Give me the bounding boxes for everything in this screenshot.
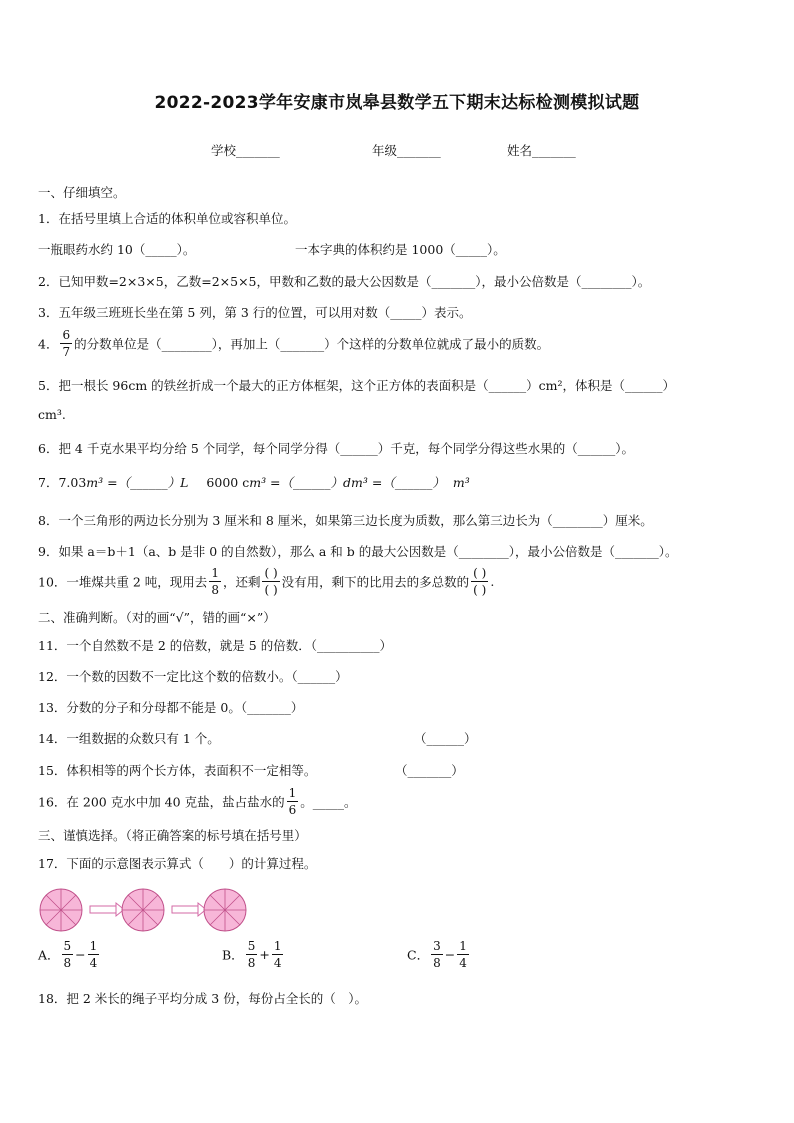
option-b-label: B． [222, 947, 244, 963]
section-3-heading: 三、谨慎选择。（将正确答案的标号填在括号里） [38, 828, 307, 843]
q10-text-d: . [490, 574, 495, 589]
question-16 [38, 787, 356, 816]
option-a-den-2: 4 [89, 956, 98, 970]
q16-denominator: 6 [288, 803, 297, 817]
option-a-num-2: 1 [89, 939, 98, 953]
q7-part-b: m³ =（______）L [86, 475, 189, 490]
grade-field: 年级_______ [372, 143, 441, 158]
q4-numerator: 6 [62, 328, 71, 342]
option-b [222, 940, 285, 969]
q10-f1-numerator: 1 [211, 566, 219, 580]
fraction-pie-diagram [38, 886, 278, 934]
section-2-heading: 二、准确判断。（对的画“√”，错的画“×”） [38, 610, 276, 625]
q7-part-c: 6000 c [206, 475, 250, 490]
q7-part-a: 7．7.03 [38, 475, 87, 490]
q10-text-b: ，还剩 [222, 574, 261, 590]
question-15: 15．体积相等的两个长方体，表面积不一定相等。 [38, 763, 317, 778]
arrow-1 [90, 903, 124, 916]
option-c-den-2: 4 [459, 956, 467, 970]
question-14: 14．一组数据的众数只有 1 个。 [38, 731, 220, 746]
question-18: 18．把 2 米长的绳子平均分成 3 份，每份占全长的（ ）。 [38, 991, 367, 1006]
question-5: 5．把一根长 96cm 的铁丝折成一个最大的正方体框架，这个正方体的表面积是（______）cm²，体积是（______） [38, 378, 676, 393]
option-b-fraction-1 [246, 940, 258, 969]
question-11: 11．一个自然数不是 2 的倍数，就是 5 的倍数．（__________） [38, 638, 392, 653]
option-c-operator: − [444, 947, 456, 962]
question-12: 12．一个数的因数不一定比这个数的倍数小。（______） [38, 669, 348, 684]
q10-text-c: 没有用，剩下的比用去的多总数的 [281, 574, 470, 590]
name-field: 姓名_______ [507, 143, 576, 158]
question-13: 13．分数的分子和分母都不能是 0。（_______） [38, 700, 304, 715]
q16-text-a: 16．在 200 克水中加 40 克盐，盐占盐水的 [38, 794, 285, 810]
option-b-num-1: 5 [247, 939, 256, 953]
q10-f2-numerator: ( ) [264, 566, 278, 580]
section-1-heading: 一、仔细填空。 [38, 185, 126, 200]
option-b-operator: + [259, 947, 270, 962]
question-6: 6．把 4 千克水果平均分给 5 个同学，每个同学分得（______）千克，每个同学分得这些水果的（______）。 [38, 441, 635, 456]
question-9: 9．如果 a＝b＋1（a、b 是非 0 的自然数），那么 a 和 b 的最大公因数是（________），最小公倍数是（_______）。 [38, 544, 678, 559]
option-a-operator: − [75, 947, 86, 962]
pie-circle-3 [204, 889, 246, 931]
option-a-fraction-2 [88, 940, 100, 969]
option-c-fraction-2 [457, 940, 469, 969]
q4-number: 4． [38, 336, 59, 352]
option-a-den-1: 8 [63, 956, 72, 970]
option-a-num-1: 5 [63, 939, 72, 953]
option-a-label: A． [38, 947, 60, 963]
q7-part-e: m³ =（______） [351, 475, 445, 490]
q10-f2-denominator: ( ) [264, 583, 278, 597]
q16-text-b: 。_____。 [300, 794, 357, 810]
question-7 [38, 473, 470, 491]
option-b-num-2: 1 [273, 939, 282, 953]
q16-numerator: 1 [288, 786, 297, 800]
q10-f3-denominator: ( ) [473, 583, 487, 597]
arrow-2 [172, 903, 206, 916]
question-17: 17．下面的示意图表示算式（ ）的计算过程。 [38, 856, 317, 871]
option-a [38, 940, 101, 969]
q4-text: 的分数单位是（________），再加上（_______）个这样的分数单位就成了最小的质数。 [74, 336, 550, 352]
q4-fraction [60, 329, 72, 358]
option-c-fraction-1 [431, 940, 443, 969]
school-field: 学校_______ [211, 143, 280, 158]
q4-denominator: 7 [62, 345, 71, 359]
q10-fraction-1 [209, 567, 221, 596]
q7-part-f: m³ [452, 475, 470, 490]
question-1: 1．在括号里填上合适的体积单位或容积单位。 [38, 211, 296, 226]
q16-fraction [287, 787, 299, 816]
question-3: 3．五年级三班班长坐在第 5 列，第 3 行的位置，可以用对数（_____）表示。 [38, 305, 472, 320]
option-b-den-2: 4 [273, 956, 282, 970]
q10-fraction-2 [262, 567, 279, 596]
q10-text-a: 10．一堆煤共重 2 吨，现用去 [38, 574, 208, 590]
question-15-blank: （_______） [395, 763, 464, 778]
question-1a: 一瓶眼药水约 10（_____）。 [38, 242, 196, 257]
option-b-den-1: 8 [247, 956, 256, 970]
question-1b: 一本字典的体积约是 1000（_____）。 [295, 242, 506, 257]
pie-circle-1 [40, 889, 82, 931]
option-c-num-2: 1 [459, 939, 467, 953]
option-c-num-1: 3 [433, 939, 441, 953]
question-5-tail: cm³. [38, 407, 66, 422]
question-4 [38, 329, 549, 358]
q10-fraction-3 [471, 567, 488, 596]
question-8: 8．一个三角形的两边长分别为 3 厘米和 8 厘米，如果第三边长度为质数，那么第三边长为（________）厘米。 [38, 513, 653, 528]
question-14-blank: （______） [414, 731, 477, 746]
option-b-fraction-2 [272, 940, 284, 969]
question-2: 2．已知甲数=2×3×5，乙数=2×5×5，甲数和乙数的最大公因数是（_______），最小公倍数是（________）。 [38, 274, 651, 289]
option-c-label: C． [407, 947, 430, 963]
option-a-fraction-1 [62, 940, 74, 969]
option-c [407, 940, 471, 969]
exam-title: 2022-2023学年安康市岚皋县数学五下期末达标检测模拟试题 [154, 93, 640, 113]
q7-part-d: m³ =（______）d [249, 475, 352, 490]
q10-f3-numerator: ( ) [473, 566, 487, 580]
question-10 [38, 567, 494, 596]
option-c-den-1: 8 [433, 956, 441, 970]
pie-circle-2 [122, 889, 164, 931]
q10-f1-denominator: 8 [211, 583, 219, 597]
